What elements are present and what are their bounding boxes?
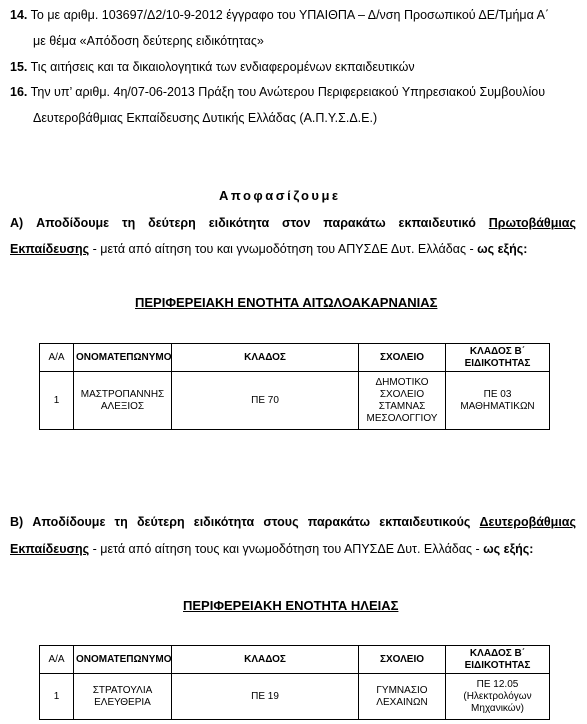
item-number: 16. xyxy=(10,85,28,99)
decision-heading: Αποφασίζουμε xyxy=(219,188,341,203)
section-b-level: Δευτεροβάθμιας xyxy=(479,515,576,529)
cell-branch: ΠΕ 70 xyxy=(172,372,359,430)
col-school: ΣΧΟΛΕΙΟ xyxy=(359,646,446,674)
section-b-bold-end: ως εξής: xyxy=(483,542,534,556)
item-15 xyxy=(10,60,415,74)
table-header-row xyxy=(40,646,550,674)
section-a-prefix: Α) xyxy=(10,216,24,230)
section-b-line2 xyxy=(10,542,533,556)
col-second-specialty: ΚΛΑΔΟΣ Β΄ ΕΙΔΙΚΟΤΗΤΑΣ xyxy=(446,646,550,674)
section-b-text2: - μετά από αίτηση τους και γνωμοδότηση του ΑΠΥΣΔΕ Δυτ. Ελλάδας - xyxy=(89,542,484,556)
table-header-row xyxy=(40,344,550,372)
section-b-prefix: Β) xyxy=(10,515,24,529)
section-a-level: Πρωτοβάθμιας xyxy=(488,216,576,230)
item-16-cont: Δευτεροβάθμιας Εκπαίδευσης Δυτικής Ελλάδας (Α.Π.Υ.Σ.Δ.Ε.) xyxy=(33,111,378,125)
col-aa: Α/Α xyxy=(40,344,74,372)
section-a-line1 xyxy=(10,216,576,230)
region-title-a: ΠΕΡΙΦΕΡΕΙΑΚΗ ΕΝΟΤΗΤΑ ΑΙΤΩΛΟΑΚΑΡΝΑΝΙΑΣ xyxy=(135,295,438,310)
item-14-cont: με θέμα «Απόδοση δεύτερης ειδικότητας» xyxy=(33,34,264,48)
table-b xyxy=(39,645,550,720)
cell-name: ΜΑΣΤΡΟΠΑΝΝΗΣ ΑΛΕΞΙΟΣ xyxy=(74,372,172,430)
section-b-line1 xyxy=(10,515,576,529)
item-number: 14. xyxy=(10,8,28,22)
cell-branch: ΠΕ 19 xyxy=(172,674,359,720)
col-name: ΟΝΟΜΑΤΕΠΩΝΥΜΟ xyxy=(74,646,172,674)
col-aa: Α/Α xyxy=(40,646,74,674)
section-b-text: Αποδίδουμε τη δεύτερη ειδικότητα στους παρακάτω εκπαιδευτικούς xyxy=(32,515,471,529)
cell-second-specialty: ΠΕ 03 ΜΑΘΗΜΑΤΙΚΩΝ xyxy=(446,372,550,430)
table-row xyxy=(40,674,550,720)
cell-name: ΣΤΡΑΤΟΥΛΙΑ ΕΛΕΥΘΕΡΙΑ xyxy=(74,674,172,720)
col-second-specialty: ΚΛΑΔΟΣ Β΄ ΕΙΔΙΚΟΤΗΤΑΣ xyxy=(446,344,550,372)
item-14 xyxy=(10,8,549,22)
col-branch: ΚΛΑΔΟΣ xyxy=(172,344,359,372)
cell-aa: 1 xyxy=(40,372,74,430)
section-a-text2: - μετά από αίτηση του και γνωμοδότηση του ΑΠΥΣΔΕ Δυτ. Ελλάδας - xyxy=(89,242,478,256)
item-text: Την υπ’ αριθμ. 4η/07-06-2013 Πράξη του Ανώτερου Περιφερειακού Υπηρεσιακού Συμβουλίου xyxy=(30,85,546,99)
item-text: Τις αιτήσεις και τα δικαιολογητικά των ενδιαφερομένων εκπαιδευτικών xyxy=(30,60,415,74)
table-a xyxy=(39,343,550,430)
section-b-level-cont: Εκπαίδευσης xyxy=(10,542,90,556)
cell-second-specialty: ΠΕ 12.05 (Ηλεκτρολόγων Μηχανικών) xyxy=(446,674,550,720)
item-number: 15. xyxy=(10,60,28,74)
item-16 xyxy=(10,85,545,99)
col-branch: ΚΛΑΔΟΣ xyxy=(172,646,359,674)
cell-school: ΓΥΜΝΑΣΙΟ ΛΕΧΑΙΝΩΝ xyxy=(359,674,446,720)
region-title-b: ΠΕΡΙΦΕΡΕΙΑΚΗ ΕΝΟΤΗΤΑ ΗΛΕΙΑΣ xyxy=(183,598,399,613)
item-text: Το με αριθμ. 103697/Δ2/10-9-2012 έγγραφο του ΥΠΑΙΘΠΑ – Δ/νση Προσωπικού ΔΕ/Τμήμα Α΄ xyxy=(30,8,550,22)
table-row xyxy=(40,372,550,430)
section-a-level-cont: Εκπαίδευσης xyxy=(10,242,90,256)
cell-aa: 1 xyxy=(40,674,74,720)
section-a-bold-end: ως εξής: xyxy=(477,242,528,256)
section-a-line2 xyxy=(10,242,527,256)
section-a-text: Αποδίδουμε τη δεύτερη ειδικότητα στον παρακάτω εκπαιδευτικό xyxy=(36,216,476,230)
col-school: ΣΧΟΛΕΙΟ xyxy=(359,344,446,372)
col-name: ΟΝΟΜΑΤΕΠΩΝΥΜΟ xyxy=(74,344,172,372)
cell-school: ΔΗΜΟΤΙΚΟ ΣΧΟΛΕΙΟ ΣΤΑΜΝΑΣ ΜΕΣΟΛΟΓΓΙΟΥ xyxy=(359,372,446,430)
